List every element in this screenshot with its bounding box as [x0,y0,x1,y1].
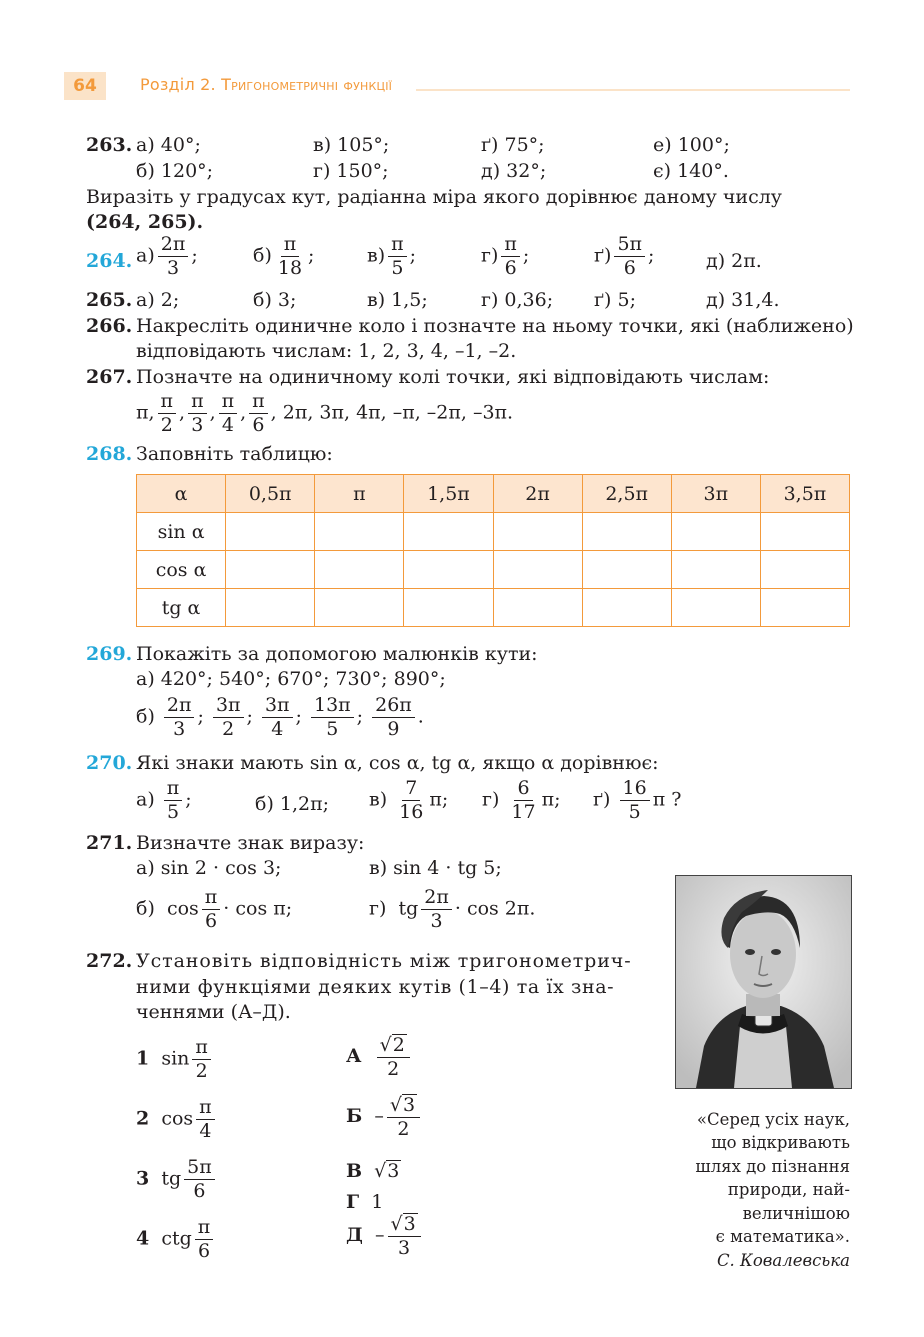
p270-v: в) $\frac{7}{16}$ π; [369,777,449,823]
match-left-2: 2 cos $\frac{\pi}{4}$ [136,1097,218,1142]
p267-line-1: Позначте на одиничному колі точки, які відповідають числам: [136,366,770,388]
table-cell [671,513,760,551]
table-row [137,513,850,551]
match-left-4: 4 ctg $\frac{\pi}{6}$ [136,1217,216,1262]
match-left-3: 3 tg $\frac{5\pi}{6}$ [136,1157,218,1202]
table-cell [760,589,849,627]
p272-line-2: ними функціями деяких кутів (1–4) та їх зна- [136,976,615,998]
values-table [136,474,850,627]
table-cell [315,513,404,551]
p270-b: б) 1,2π; [255,793,329,815]
table-header-cell: π [315,475,404,513]
match-right-D: Д – $\frac{√3}{3}$ [346,1213,424,1259]
p263-v: в) 105°; [313,134,390,156]
problem-267-number: 267. [86,366,133,388]
section-label: Розділ 2. [140,75,216,94]
p269-b: б) $\frac{2\pi}{3}$ ; $\frac{3\pi}{2}$ ; $\frac{3\pi}{4}$ ; $\frac{13\pi}{5}$ ; $\frac{26\pi}{9}$ . [136,694,424,740]
p265-g: г) 0,36; [481,289,554,311]
p270-line-1: Які знаки мають sin α, cos α, tg α, якщо α дорівнює: [136,752,659,774]
p263-e: е) 100°; [653,134,730,156]
problem-272-number: 272. [86,950,133,972]
running-header [140,77,392,93]
p272-line-1: Установіть відповідність між тригонометрич- [136,950,632,972]
table-cell [582,589,671,627]
p265-d: д) 31,4. [706,289,780,311]
table-cell [226,513,315,551]
p271-b: б) cos $\frac{\pi}{6}$ · cos π; [136,886,293,932]
table-cell [493,589,582,627]
p264-g2: ґ) $\frac{5\pi}{6}$ ; [594,233,655,279]
p263-b: б) 120°; [136,160,214,182]
intro-line-1: Виразіть у градусах кут, радіанна міра якого дорівнює даному числу [86,186,782,208]
p263-a: а) 40°; [136,134,201,156]
p267-values: π, $\frac{\pi}{2}$ , $\frac{\pi}{3}$ , $\frac{\pi}{4}$ , $\frac{\pi}{6}$ , 2π, 3π, 4π, –π, –2π, –3π. [136,390,514,436]
quote-block [650,1108,850,1272]
p264-a: а) $\frac{2\pi}{3}$ ; [136,233,198,279]
p271-g: г) tg $\frac{2\pi}{3}$ · cos 2π. [369,886,536,932]
p266-line-1: Накресліть одиничне коло і позначте на ньому точки, які (наближено) [136,315,854,337]
match-right-A: А $\frac{√2}{2}$ [346,1034,413,1080]
table-cell [315,589,404,627]
p270-a: а) $\frac{\pi}{5}$ ; [136,777,192,823]
p270-g2: ґ) $\frac{16}{5}$ π ? [593,777,682,823]
quote-line: є математика». [715,1227,850,1247]
problem-263-number: 263. [86,134,133,156]
table-cell [760,513,849,551]
match-left-1: 1 sin $\frac{\pi}{2}$ [136,1037,214,1082]
table-header-cell: 1,5π [404,475,493,513]
match-right-V: В √3 [346,1160,400,1182]
table-header-cell: 3π [671,475,760,513]
quote-line: шлях до пізнання [695,1156,850,1176]
match-right-B: Б – $\frac{√3}{2}$ [346,1094,423,1140]
problem-269-number: 269. [86,643,133,665]
row-label: cos α [137,551,226,589]
p263-d: д) 32°; [481,160,547,182]
table-cell [404,551,493,589]
problem-271-number: 271. [86,832,133,854]
p263-g2: ґ) 75°; [481,134,545,156]
table-cell [582,513,671,551]
problem-268-number: 268. [86,443,133,465]
portrait-photo [675,875,852,1089]
p264-b: б) $\frac{\pi}{18}$ ; [253,233,315,279]
table-header-cell: α [137,475,226,513]
table-cell [582,551,671,589]
quote-line: «Серед усіх наук, [696,1110,850,1129]
table-row [137,589,850,627]
table-header-cell: 2,5π [582,475,671,513]
problem-264-number: 264. [86,250,133,272]
p263-g: г) 150°; [313,160,389,182]
table-row [137,551,850,589]
match-right-G: Г 1 [346,1191,384,1213]
p265-a: а) 2; [136,289,180,311]
quote-author: С. Ковалевська [716,1250,850,1270]
p266-line-2: відповідають числам: 1, 2, 3, 4, –1, –2. [136,340,517,362]
p265-v: в) 1,5; [367,289,428,311]
table-cell [671,551,760,589]
p270-g: г) $\frac{6}{17}$ π; [482,777,561,823]
intro-line-2: (264, 265). [86,211,204,233]
p271-v: в) sin 4 · tg 5; [369,857,502,879]
p269-line-2: а) 420°; 540°; 670°; 730°; 890°; [136,668,446,690]
p263-ye: є) 140°. [653,160,729,182]
table-header-cell: 2π [493,475,582,513]
table-cell [404,513,493,551]
table-header-row [137,475,850,513]
table-cell [226,589,315,627]
table-cell [760,551,849,589]
p265-b: б) 3; [253,289,297,311]
quote-line: природи, най- [727,1180,850,1200]
p265-g2: ґ) 5; [594,289,636,311]
row-label: sin α [137,513,226,551]
p271-line-1: Визначте знак виразу: [136,832,365,854]
table-cell [404,589,493,627]
problem-265-number: 265. [86,289,133,311]
page-number: 64 [64,72,106,100]
problem-270-number: 270. [86,752,133,774]
quote-line: що відкривають [711,1133,850,1153]
p264-g: г) $\frac{\pi}{6}$ ; [481,233,530,279]
table-header-cell: 3,5π [760,475,849,513]
table-header-cell: 0,5π [226,475,315,513]
row-label: tg α [137,589,226,627]
header-rule [416,89,850,91]
quote-line: величнішою [742,1203,850,1223]
portrait-image [676,876,851,1088]
table-cell [493,513,582,551]
table-cell [671,589,760,627]
p271-a: а) sin 2 · cos 3; [136,857,282,879]
p264-v: в) $\frac{\pi}{5}$ ; [367,233,417,279]
problem-266-number: 266. [86,315,133,337]
table-cell [315,551,404,589]
chapter-title: Тригонометричні функції [221,75,393,94]
p272-line-3: ченнями (А–Д). [136,1001,291,1023]
p269-line-1: Покажіть за допомогою малюнків кути: [136,643,538,665]
table-cell [226,551,315,589]
table-cell [493,551,582,589]
p264-d: д) 2π. [706,250,762,272]
p268-text: Заповніть таблицю: [136,443,333,465]
